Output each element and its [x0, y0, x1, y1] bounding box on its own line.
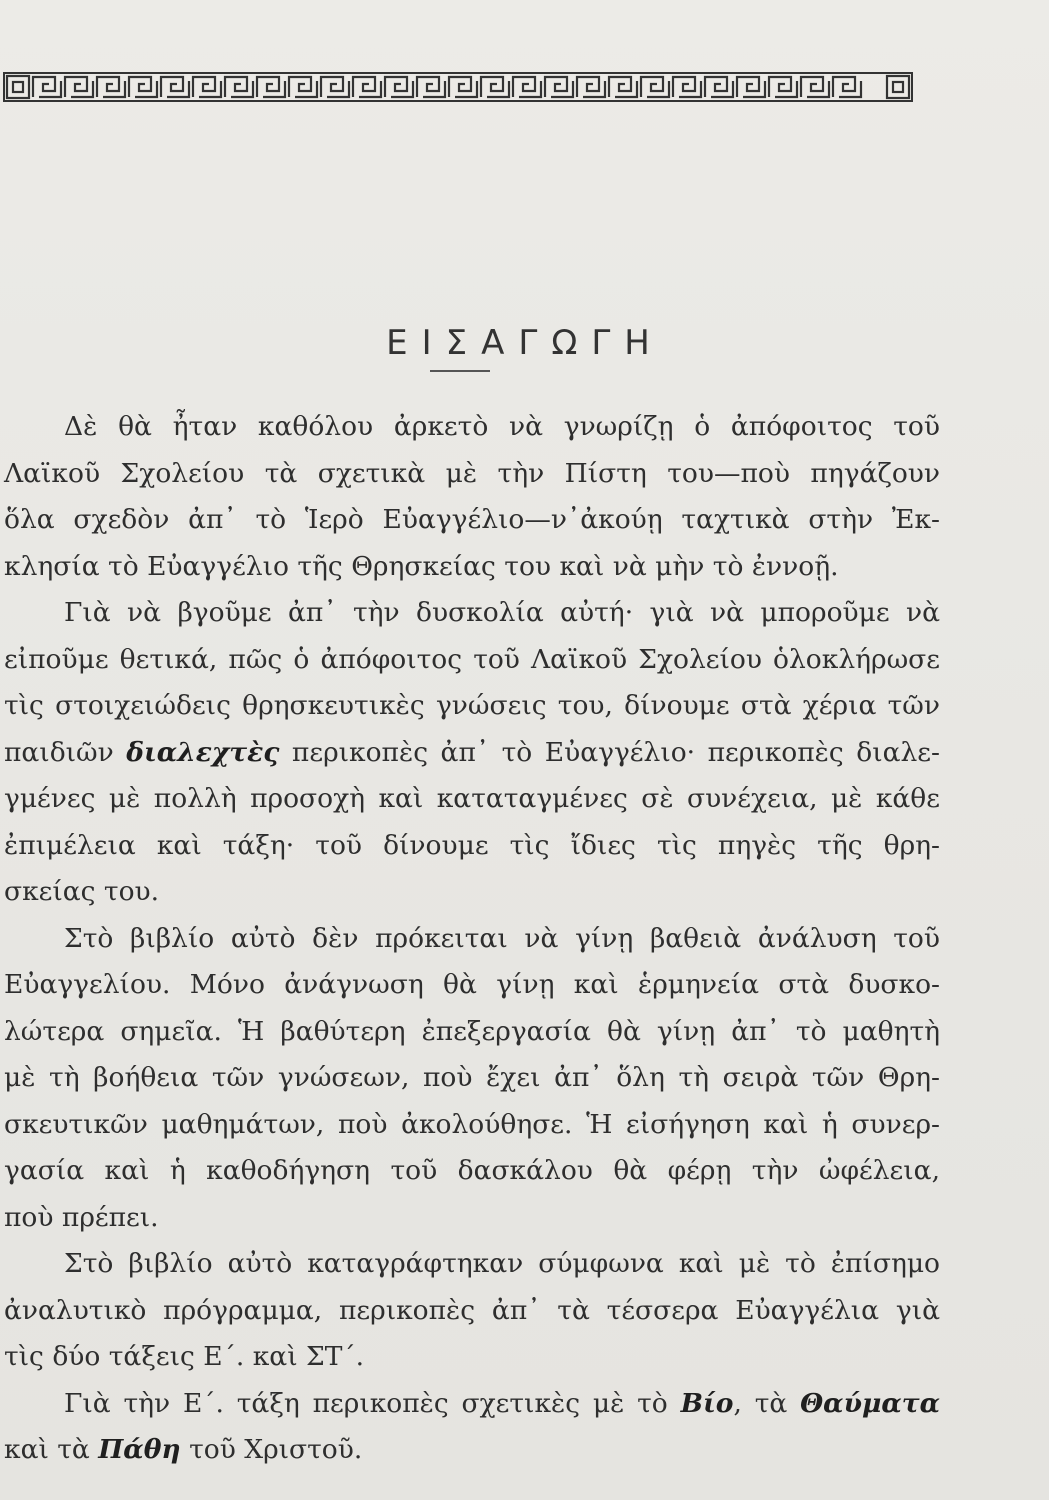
- text-fragment: τοῦ Χριστοῦ.: [189, 1434, 363, 1465]
- text-fragment: , τὰ: [733, 1387, 788, 1419]
- intro-body: [4, 404, 940, 1474]
- text-line: κλησία τὸ Εὐαγγέλιο τῆς Θρησκείας του καὶ νὰ μὴν τὸ ἐννοῇ.: [4, 550, 839, 582]
- text-line: γασία καὶ ἡ καθοδήγηση τοῦ δασκάλου θὰ φέρῃ τὴν ὠφέλεια,: [4, 1155, 940, 1186]
- text-line: [4, 1381, 940, 1428]
- paragraph-3: [4, 916, 940, 1242]
- text-fragment: περικοπὲς ἀπ᾿ τὸ Εὐαγγέλιο· περικοπὲς διαλε-: [291, 736, 940, 768]
- text-line: εἰποῦμε θετικά, πῶς ὁ ἀπόφοιτος τοῦ Λαϊκοῦ Σχολείου ὁλοκλήρωσε: [4, 643, 940, 675]
- paragraph-5: [4, 1381, 940, 1474]
- text-line: λώτερα σημεῖα. Ἡ βαθύτερη ἐπεξεργασία θὰ γίνῃ ἀπ᾿ τὸ μαθητὴ: [4, 1015, 940, 1047]
- text-line: [4, 1427, 940, 1474]
- text-line: σκευτικῶν μαθημάτων, ποὺ ἀκολούθησε. Ἡ εἰσήγηση καὶ ἡ συνερ-: [4, 1108, 940, 1140]
- text-fragment: παιδιῶν: [4, 736, 114, 768]
- emphasis-word: διαλεχτὲς: [126, 736, 280, 768]
- greek-key-border: [3, 72, 913, 102]
- paragraph-4: [4, 1241, 940, 1381]
- text-line: ποὺ πρέπει.: [4, 1201, 159, 1233]
- text-line: Λαϊκοῦ Σχολείου τὰ σχετικὰ μὲ τὴν Πίστη του—ποὺ πηγάζουν: [4, 457, 940, 489]
- emphasis-word: Θαύματα: [800, 1387, 940, 1419]
- text-fragment: Γιὰ τὴν Ε΄. τάξη περικοπὲς σχετικὲς μὲ τὸ: [64, 1387, 668, 1419]
- text-line: ἀναλυτικὸ πρόγραμμα, περικοπὲς ἀπ᾿ τὰ τέσσερα Εὐαγγέλια γιὰ: [4, 1294, 940, 1326]
- title-divider: [430, 370, 490, 372]
- text-line: [4, 730, 940, 777]
- text-line: γμένες μὲ πολλὴ προσοχὴ καὶ καταταγμένες σὲ συνέχεια, μὲ κάθε: [4, 783, 940, 814]
- text-line: τὶς στοιχειώδεις θρησκευτικὲς γνώσεις του, δίνουμε στὰ χέρια τῶν: [4, 690, 940, 721]
- emphasis-word: Πάθη: [98, 1434, 181, 1465]
- text-line: σκείας του.: [4, 876, 160, 907]
- text-line: ἐπιμέλεια καὶ τάξη· τοῦ δίνουμε τὶς ἴδιες τὶς πηγὲς τῆς θρη-: [4, 829, 940, 861]
- page-title: ΕΙΣΑΓΩΓΗ: [386, 322, 664, 363]
- text-line: Δὲ θὰ ἦταν καθόλου ἀρκετὸ νὰ γνωρίζῃ ὁ ἀπόφοιτος τοῦ: [64, 411, 940, 442]
- paragraph-1: [4, 404, 940, 590]
- text-line: μὲ τὴ βοήθεια τῶν γνώσεων, ποὺ ἔχει ἀπ᾿ ὅλη τὴ σειρὰ τῶν Θρη-: [4, 1062, 940, 1093]
- text-fragment: καὶ τὰ: [4, 1434, 90, 1465]
- emphasis-word: Βίο: [680, 1387, 734, 1419]
- text-line: Γιὰ νὰ βγοῦμε ἀπ᾿ τὴν δυσκολία αὐτή· γιὰ νὰ μποροῦμε νὰ: [64, 597, 940, 628]
- text-line: τὶς δύο τάξεις Ε΄. καὶ ΣΤ΄.: [4, 1341, 365, 1372]
- text-line: ὅλα σχεδὸν ἀπ᾿ τὸ Ἱερὸ Εὐαγγέλιο—ν᾿ἀκούῃ ταχτικὰ στὴν Ἐκ-: [4, 504, 940, 535]
- paragraph-2: [4, 590, 940, 916]
- text-line: Στὸ βιβλίο αὐτὸ δὲν πρόκειται νὰ γίνῃ βαθειὰ ἀνάλυση τοῦ: [64, 922, 940, 954]
- text-line: Στὸ βιβλίο αὐτὸ καταγράφτηκαν σύμφωνα καὶ μὲ τὸ ἐπίσημο: [64, 1248, 940, 1279]
- text-line: Εὐαγγελίου. Μόνο ἀνάγνωση θὰ γίνῃ καὶ ἑρμηνεία στὰ δυσκο-: [4, 969, 940, 1000]
